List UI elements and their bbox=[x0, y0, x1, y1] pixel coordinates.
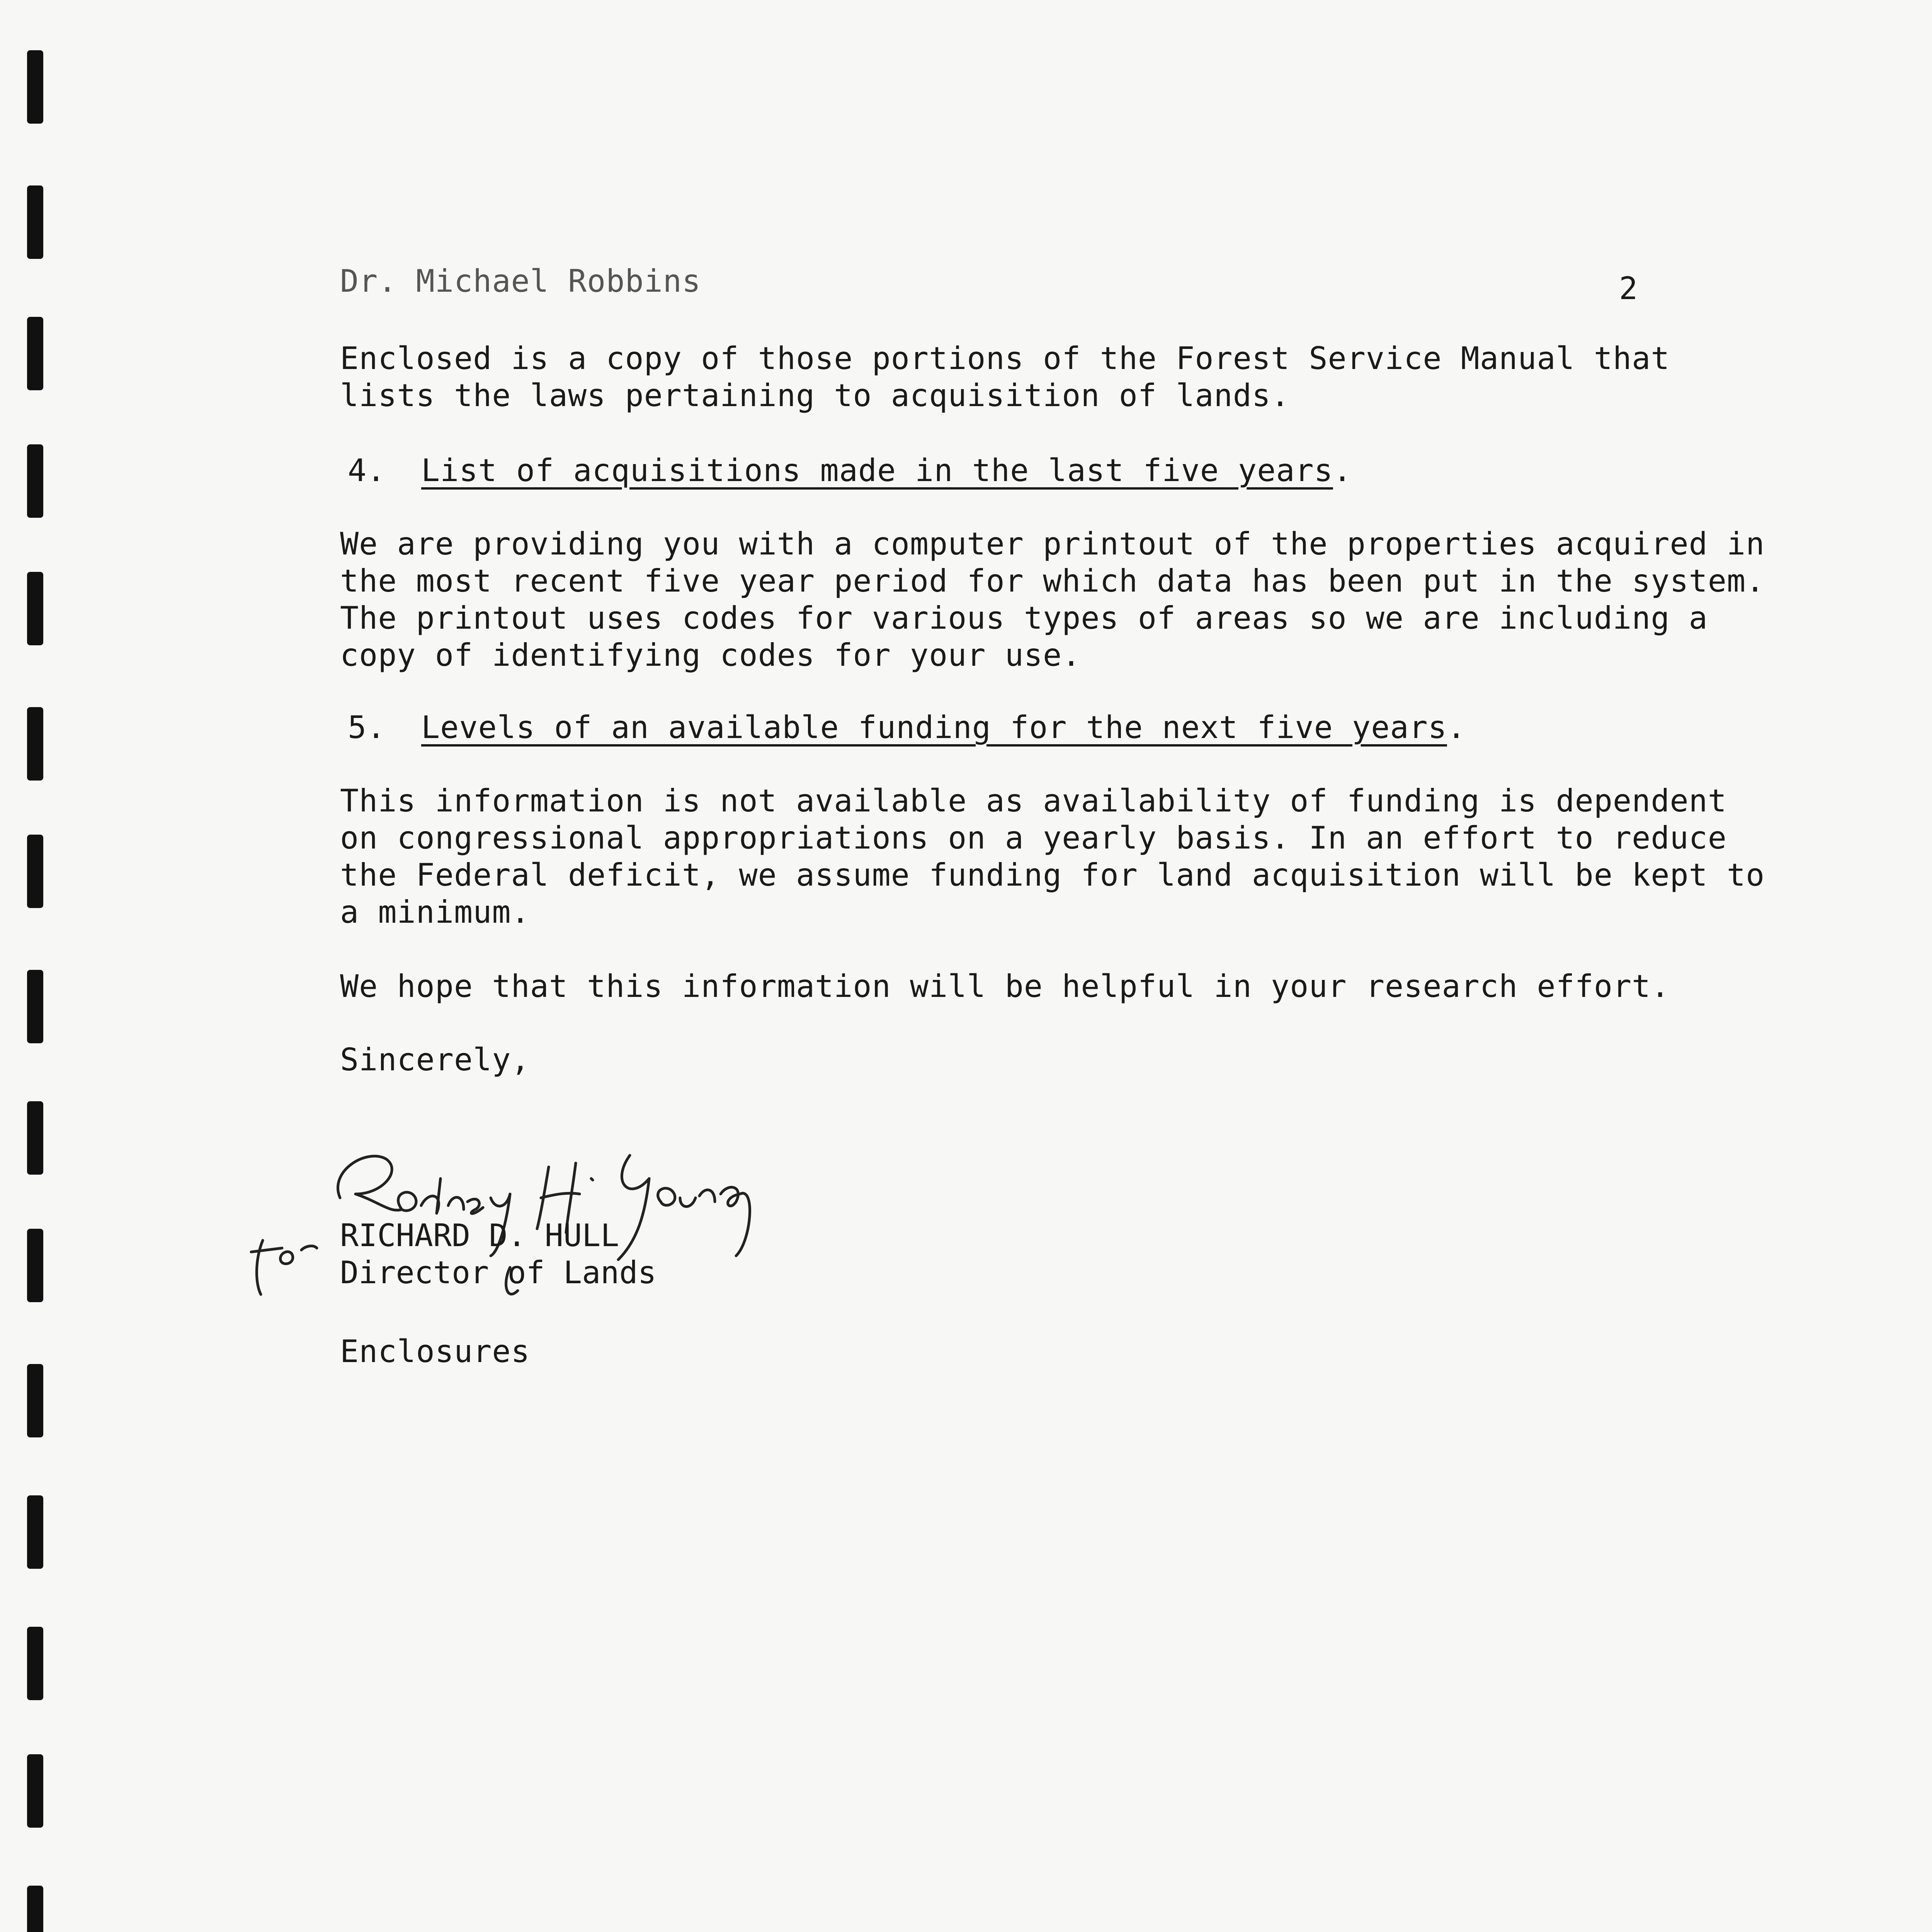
binder-mark bbox=[27, 970, 43, 1043]
binder-mark bbox=[27, 1627, 43, 1700]
binder-mark bbox=[27, 317, 43, 390]
signer-title: Director of Lands bbox=[340, 1255, 656, 1291]
binder-mark bbox=[27, 835, 43, 908]
item-5-number: 5. bbox=[348, 709, 386, 745]
page-number: 2 bbox=[1619, 270, 1638, 306]
binder-mark bbox=[27, 50, 43, 124]
binder-mark bbox=[27, 707, 43, 781]
binder-mark bbox=[27, 572, 43, 645]
intro-paragraph: Enclosed is a copy of those portions of the Forest Service Manual that lists the laws pertaining to acquisition of lands. bbox=[340, 340, 1670, 413]
binder-mark bbox=[27, 1364, 43, 1437]
closing-line: We hope that this information will be helpful in your research effort. bbox=[340, 968, 1670, 1004]
item-4-number: 4. bbox=[348, 452, 386, 488]
signer-name: RICHARD D. HULL bbox=[340, 1218, 619, 1253]
item-5-heading-row: 5. Levels of an available funding for the next five years. bbox=[348, 709, 1466, 745]
binder-mark bbox=[27, 1229, 43, 1302]
recipient-header: Dr. Michael Robbins bbox=[340, 263, 701, 299]
item-5-heading: Levels of an available funding for the next five years bbox=[421, 709, 1447, 745]
signature-block bbox=[340, 1217, 656, 1291]
binder-mark bbox=[27, 1495, 43, 1569]
binder-mark bbox=[27, 185, 43, 259]
binder-mark bbox=[27, 1754, 43, 1828]
enclosures-label: Enclosures bbox=[340, 1333, 530, 1369]
binder-mark bbox=[27, 444, 43, 518]
item-5-paragraph: This information is not available as availability of funding is dependent on congressional appropriations on a yearly basis. In an effort to reduce the Federal deficit, we assume funding for land acquisition will be kept to a minimum. bbox=[340, 783, 1765, 930]
item-4-heading-row: 4. List of acquisitions made in the last five years. bbox=[348, 452, 1352, 488]
salutation: Sincerely, bbox=[340, 1042, 530, 1078]
binder-mark bbox=[27, 1101, 43, 1175]
binder-mark bbox=[27, 1886, 43, 1932]
item-4-heading: List of acquisitions made in the last five years bbox=[421, 452, 1333, 488]
item-4-paragraph: We are providing you with a computer printout of the properties acquired in the most recent five year period for which data has been put in the system. The printout uses codes for various types of areas so we are including a copy of identifying codes for your use. bbox=[340, 526, 1765, 673]
